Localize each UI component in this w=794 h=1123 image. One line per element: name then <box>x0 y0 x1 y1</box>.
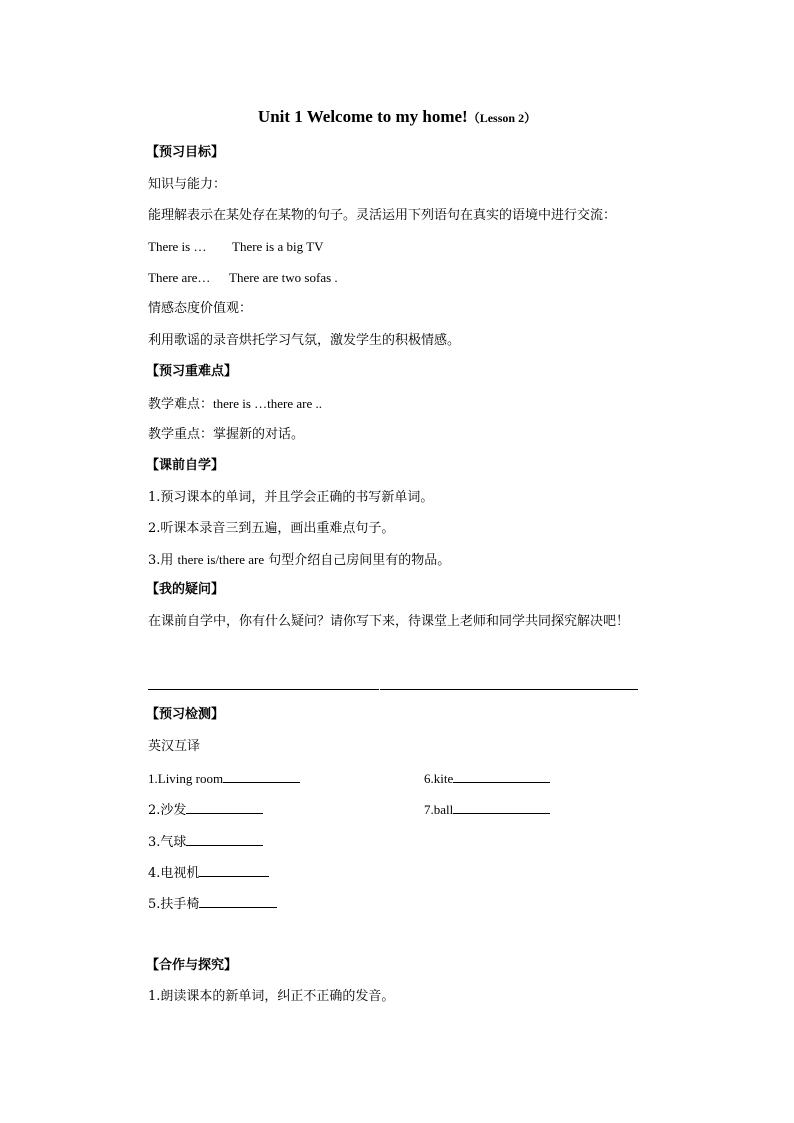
item-label: 2.沙发 <box>148 803 187 818</box>
item-label: 5.扶手椅 <box>148 897 200 912</box>
cooperation-item-1: 1.朗读课本的新单词，纠正不正确的发音。 <box>148 989 395 1004</box>
answer-blank[interactable] <box>186 832 263 846</box>
answer-blank[interactable] <box>199 863 269 877</box>
answer-blank[interactable] <box>199 894 277 908</box>
item-label: 3.气球 <box>148 835 187 850</box>
heading-key-points: 【预习重难点】 <box>146 364 238 379</box>
self-study-item-2: 2.听课本录音三到五遍，画出重难点句子。 <box>148 521 395 536</box>
item-label: 7.ball <box>424 802 454 817</box>
emotion-label: 情感态度价值观： <box>148 301 253 316</box>
title-lesson: （Lesson 2） <box>467 111 537 125</box>
item3-prefix: 3.用 <box>148 553 178 568</box>
answer-line-right[interactable] <box>380 689 638 690</box>
difficult-label: 教学难点： <box>148 397 214 412</box>
item3-suffix: 句型介绍自己房间里有的物品。 <box>264 553 451 568</box>
heading-preview-test: 【预习检测】 <box>146 707 225 722</box>
translate-item-2 <box>148 800 263 820</box>
goal-text: 能理解表示在某处存在某物的句子。灵活运用下列语句在真实的语境中进行交流： <box>148 208 617 223</box>
answer-blank[interactable] <box>453 800 550 814</box>
translate-instruction: 英汉互译 <box>148 739 201 754</box>
example-there-is-sentence: There is a big TV <box>232 239 324 254</box>
answer-blank[interactable] <box>223 769 300 783</box>
example-there-are: There are… <box>148 270 211 285</box>
emotion-text: 利用歌谣的录音烘托学习气氛，激发学生的积极情感。 <box>148 333 461 348</box>
translate-item-6 <box>424 769 550 789</box>
translate-item-7 <box>424 800 550 820</box>
translate-item-1 <box>148 769 300 789</box>
key-point: 教学重点：掌握新的对话。 <box>148 427 305 442</box>
answer-blank[interactable] <box>186 800 263 814</box>
example-there-are-sentence: There are two sofas . <box>229 270 338 285</box>
translate-item-4 <box>148 863 269 883</box>
translate-item-5 <box>148 894 277 914</box>
knowledge-label: 知识与能力： <box>148 177 227 192</box>
heading-goals: 【预习目标】 <box>146 145 225 160</box>
item-label: 6.kite <box>424 771 454 786</box>
heading-self-study: 【课前自学】 <box>146 458 225 473</box>
item-label: 1.Living room <box>148 771 224 786</box>
heading-cooperation: 【合作与探究】 <box>146 958 238 973</box>
heading-questions: 【我的疑问】 <box>146 582 225 597</box>
page-title <box>0 107 794 127</box>
self-study-item-3 <box>148 551 450 570</box>
translate-item-3 <box>148 832 263 852</box>
item3-english: there is/there are <box>177 552 265 567</box>
answer-blank[interactable] <box>453 769 550 783</box>
self-study-item-1: 1.预习课本的单词，并且学会正确的书写新单词。 <box>148 490 434 505</box>
item-label: 4.电视机 <box>148 866 200 881</box>
answer-line-left[interactable] <box>148 689 379 690</box>
title-main: Unit 1 Welcome to my home! <box>257 107 468 126</box>
example-there-is: There is … <box>148 239 207 254</box>
difficult-point <box>148 395 322 414</box>
questions-prompt: 在课前自学中，你有什么疑问？请你写下来，待课堂上老师和同学共同探究解决吧！ <box>148 614 630 629</box>
difficult-value: there is …there are .. <box>213 396 323 411</box>
